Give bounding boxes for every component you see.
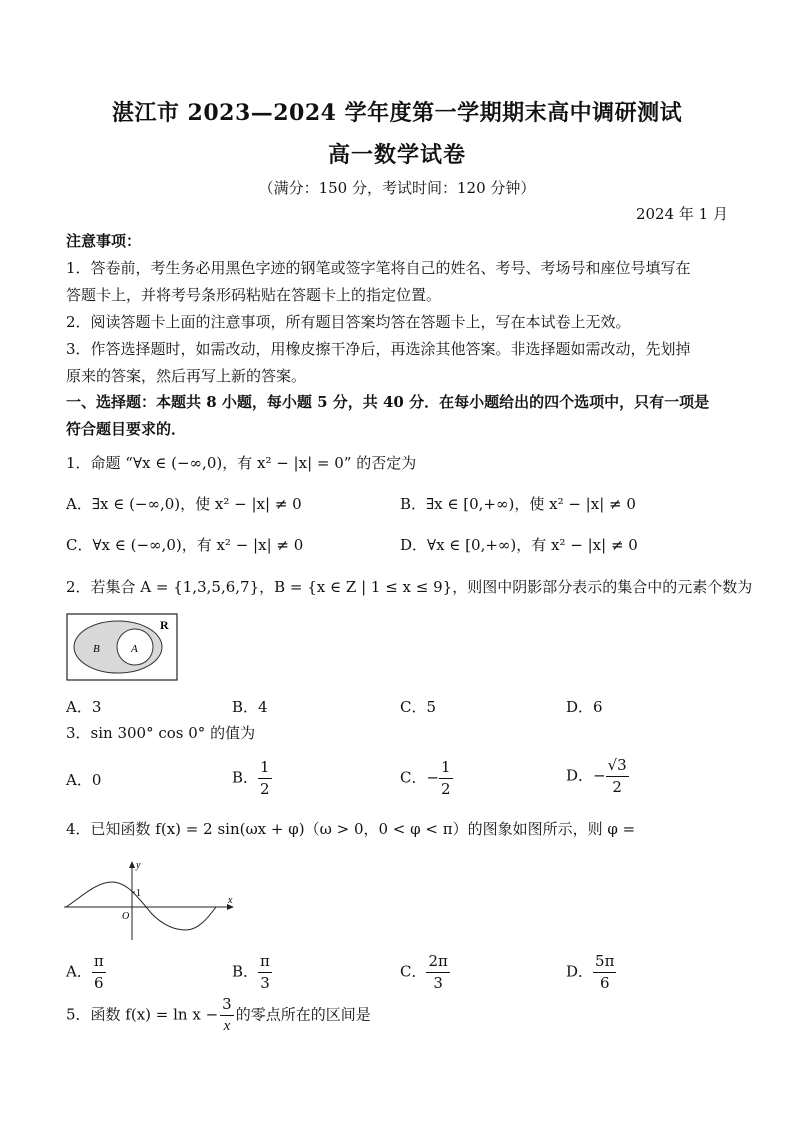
question-3-option-d-label: D．−	[566, 766, 606, 785]
venn-label-b: B	[93, 643, 100, 655]
question-3-option-d-fraction	[606, 758, 629, 795]
question-5-stem	[66, 997, 371, 1034]
graph-label-x: x	[228, 895, 233, 906]
notice-item-1-line-2: 答题卡上，并将考号条形码粘贴在答题卡上的指定位置。	[66, 286, 442, 304]
question-3-option-b-fraction	[258, 760, 272, 797]
notice-item-2: 2．阅读答题卡上面的注意事项，所有题目答案均答在答题卡上，写在本试卷上无效。	[66, 313, 631, 331]
question-4-option-c-label: C．	[400, 962, 427, 981]
question-5-stem-prefix: 5．函数 f(x) = ln x −	[66, 1005, 219, 1024]
question-3-option-a: A．0	[66, 771, 102, 789]
exam-date: 2024 年 1 月	[635, 205, 728, 223]
question-4-option-d-fraction	[593, 954, 616, 991]
fraction-denominator: 2	[260, 780, 270, 798]
question-1-option-a: A．∃x ∈ (−∞,0)，使 x² − |x| ≠ 0	[66, 495, 302, 513]
notice-item-1-line-1: 1．答卷前，考生务必用黑色字迹的钢笔或签字笔将自己的姓名、考号、考场号和座位号填写在	[66, 259, 691, 277]
question-4-option-b-fraction	[258, 954, 272, 991]
fraction-denominator: 3	[433, 974, 443, 992]
fraction-numerator: 3	[220, 997, 234, 1016]
question-3-option-b-label: B．	[232, 768, 259, 787]
venn-label-a: A	[131, 643, 138, 655]
section-1-instructions-line-1: 一、选择题：本题共 8 小题，每小题 5 分，共 40 分．在每小题给出的四个选项中，只有一项是	[66, 393, 710, 411]
section-1-instructions-line-2: 符合题目要求的．	[66, 420, 187, 438]
question-3-option-d	[566, 758, 629, 795]
question-4-option-c	[400, 954, 450, 991]
graph-label-y: y	[136, 860, 141, 871]
question-2-option-b: B．4	[232, 698, 268, 716]
question-4-option-b	[232, 954, 272, 991]
question-4-option-a-label: A．	[66, 962, 92, 981]
question-3-option-c-fraction	[439, 760, 453, 797]
notice-heading: 注意事项：	[66, 232, 142, 250]
question-4-option-a	[66, 954, 106, 991]
question-3-stem: 3．sin 300° cos 0° 的值为	[66, 724, 256, 742]
fraction-numerator: √3	[606, 758, 629, 777]
question-4-option-b-label: B．	[232, 962, 259, 981]
question-4-option-c-fraction	[426, 954, 449, 991]
question-1-option-d: D．∀x ∈ [0,+∞)，有 x² − |x| ≠ 0	[400, 536, 638, 554]
fraction-numerator: π	[258, 954, 272, 973]
venn-label-r: R	[160, 618, 169, 632]
question-4-option-d-label: D．	[566, 962, 594, 981]
question-1-option-c: C．∀x ∈ (−∞,0)，有 x² − |x| ≠ 0	[66, 536, 304, 554]
fraction-denominator: 6	[599, 974, 610, 992]
fraction-denominator: 2	[441, 780, 451, 798]
sine-graph	[62, 856, 242, 944]
fraction-denominator: x	[223, 1018, 231, 1034]
question-1-stem: 1．命题 “∀x ∈ (−∞,0)，有 x² − |x| = 0” 的否定为	[66, 454, 417, 472]
fraction-numerator: 1	[439, 760, 453, 779]
notice-item-3-line-1: 3．作答选择题时，如需改动，用橡皮擦干净后，再选涂其他答案。非选择题如需改动，先划掉	[66, 340, 691, 358]
exam-subtitle: 高一数学试卷	[327, 142, 466, 168]
fraction-numerator: π	[92, 954, 106, 973]
graph-label-one: 1	[136, 888, 141, 899]
graph-curve	[66, 882, 216, 930]
fraction-numerator: 2π	[426, 954, 449, 973]
question-4-option-a-fraction	[92, 954, 106, 991]
fraction-denominator: 2	[612, 778, 622, 796]
fraction-denominator: 6	[94, 974, 104, 992]
graph-y-axis-arrow	[129, 861, 135, 868]
question-3-option-b	[232, 760, 272, 797]
question-3-option-c	[400, 760, 453, 797]
exam-meta: （满分：150 分，考试时间：120 分钟）	[258, 179, 536, 197]
question-2-stem: 2．若集合 A = {1,3,5,6,7}，B = {x ∈ Z | 1 ≤ x ≤ 9}，则图中阴影部分表示的集合中的元素个数为	[66, 578, 753, 596]
venn-diagram	[66, 613, 178, 681]
fraction-numerator: 5π	[593, 954, 616, 973]
question-3-option-c-label: C．−	[400, 768, 440, 787]
fraction-denominator: 3	[260, 974, 270, 992]
question-2-option-a: A．3	[66, 698, 102, 716]
question-4-option-d	[566, 954, 616, 991]
notice-item-3-line-2: 原来的答案，然后再写上新的答案。	[66, 367, 307, 385]
question-5-stem-suffix: 的零点所在的区间是	[235, 1005, 371, 1024]
question-5-fraction	[220, 997, 234, 1034]
question-1-option-b: B．∃x ∈ [0,+∞)，使 x² − |x| ≠ 0	[400, 495, 636, 513]
exam-title: 湛江市 2023—2024 学年度第一学期期末高中调研测试	[111, 100, 683, 126]
question-2-option-c: C．5	[400, 698, 437, 716]
graph-label-origin: O	[122, 911, 130, 922]
fraction-numerator: 1	[258, 760, 272, 779]
question-4-stem: 4．已知函数 f(x) = 2 sin(ωx + φ)（ω > 0，0 < φ < π）的图象如图所示，则 φ =	[66, 820, 636, 838]
question-2-option-d: D．6	[566, 698, 603, 716]
